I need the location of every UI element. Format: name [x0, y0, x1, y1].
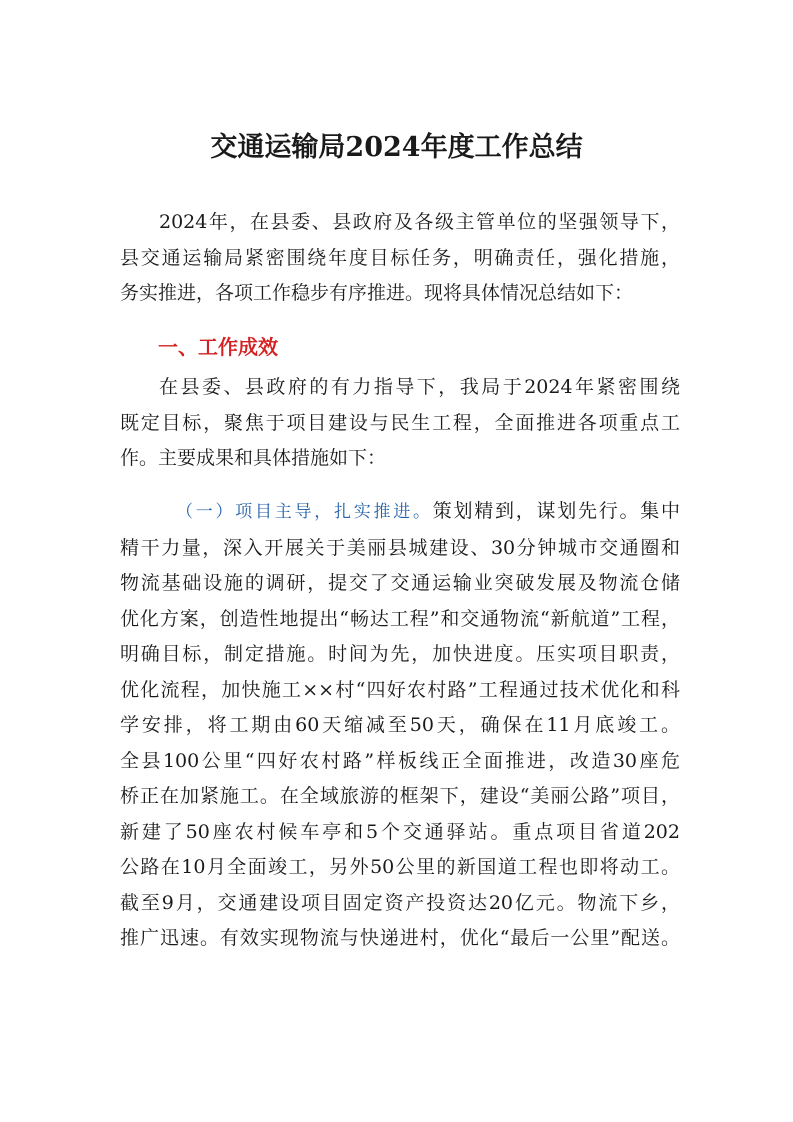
subsection1-line: 精干力量，深入开展关于美丽县城建设、30分钟城市交通圈和	[120, 536, 680, 559]
document-title: 交通运输局2024年度工作总结	[210, 132, 583, 163]
subsection1-paragraph	[120, 494, 680, 957]
subsection1-line: 学安排，将工期由60天缩减至50天，确保在11月底竣工。	[120, 714, 680, 736]
intro-line: 县交通运输局紧密围绕年度目标任务，明确责任，强化措施，	[120, 246, 680, 269]
intro-line: 2024年，在县委、县政府及各级主管单位的坚强领导下，	[159, 211, 680, 233]
subsection1-line: 优化方案，创造性地提出“畅达工程”和交通物流“新航道”工程，	[120, 607, 680, 630]
section1-line: 在县委、县政府的有力指导下，我局于2024年紧密围绕	[159, 376, 680, 398]
section1-line: 既定目标，聚焦于项目建设与民生工程，全面推进各项重点工	[120, 411, 680, 434]
section1-line: 作。主要成果和具体措施如下：	[120, 447, 387, 469]
intro-line: 务实推进，各项工作稳步有序推进。现将具体情况总结如下：	[120, 282, 634, 304]
subsection1-line: 新建了50座农村候车亭和5个交通驿站。重点项目省道202	[120, 820, 680, 843]
section1-paragraph	[120, 370, 680, 477]
subsection1-lead: 策划精到，谋划先行。集中	[432, 500, 680, 522]
subsection1-line: 截至9月，交通建设项目固定资产投资达20亿元。物流下乡，	[120, 891, 680, 914]
subsection1-line: 推广迅速。有效实现物流与快递进村，优化“最后一公里”配送。	[120, 927, 680, 949]
subsection1-line: 全县100公里“四好农村路”样板线正全面推进，改造30座危	[120, 749, 680, 772]
subsection1-line: 桥正在加紧施工。在全域旅游的框架下，建设“美丽公路”项目，	[120, 785, 680, 807]
subsection1-first-line	[120, 494, 680, 531]
subsection-heading: （一）项目主导，扎实推进。	[176, 502, 433, 522]
intro-paragraph	[120, 205, 680, 312]
subsection1-line: 优化流程，加快施工××村“四好农村路”工程通过技术优化和科	[120, 678, 680, 701]
subsection1-line: 物流基础设施的调研，提交了交通运输业突破发展及物流仓储	[120, 572, 680, 594]
subsection1-line: 公路在10月全面竣工，另外50公里的新国道工程也即将动工。	[120, 856, 680, 878]
section-heading: 一、工作成效	[158, 335, 278, 359]
subsection1-line: 明确目标，制定措施。时间为先，加快进度。压实项目职责，	[120, 643, 680, 665]
